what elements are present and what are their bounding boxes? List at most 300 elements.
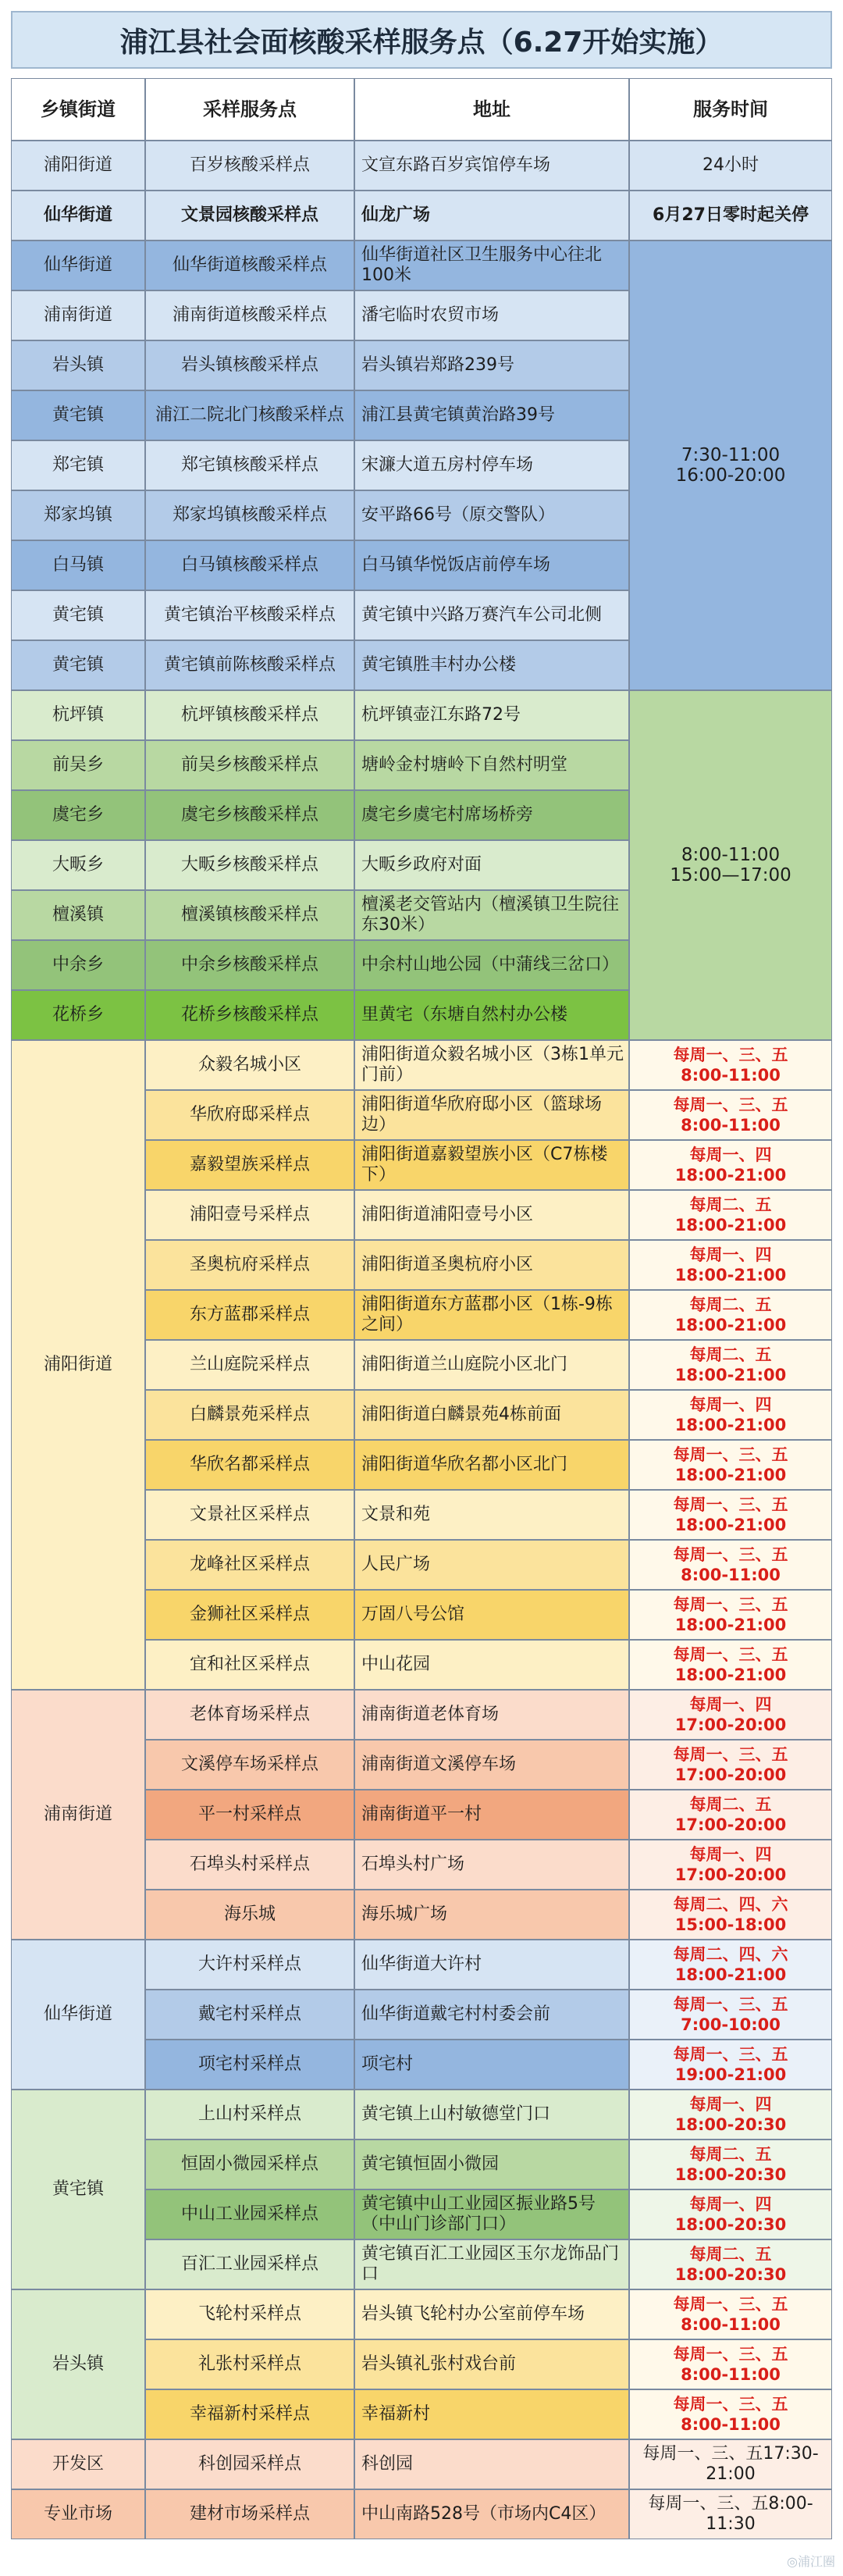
service-time-cell — [629, 1840, 832, 1890]
header-point — [145, 78, 354, 141]
sampling-point-cell — [145, 2389, 354, 2439]
town-label: 岩头镇 — [52, 355, 104, 375]
address-text: 黄宅镇胜丰村办公楼 — [361, 655, 517, 675]
service-time-cell — [629, 1590, 832, 1640]
town-cell — [11, 141, 145, 191]
address-cell — [354, 840, 629, 890]
service-time-text: 每周二、五 17:00-20:00 — [674, 1795, 787, 1834]
town-label: 杭坪镇 — [52, 705, 104, 725]
town-label: 郑宅镇 — [52, 455, 104, 475]
town-cell — [11, 640, 145, 690]
sampling-point-name: 文景园核酸采样点 — [180, 205, 318, 225]
town-label: 仙华街道 — [43, 205, 112, 225]
sampling-point-cell — [145, 1240, 354, 1290]
town-cell — [11, 490, 145, 540]
address-text: 里黄宅（东塘自然村办公楼 — [361, 1005, 568, 1024]
sampling-point-cell — [145, 940, 354, 990]
town-label: 郑家坞镇 — [43, 505, 112, 525]
sampling-point-name: 上山村采样点 — [197, 2104, 301, 2124]
address-cell — [354, 1790, 629, 1840]
address-cell — [354, 1290, 629, 1340]
address-cell — [354, 390, 629, 440]
sampling-point-name: 中余乡核酸采样点 — [180, 955, 318, 974]
town-group-cell — [11, 2090, 145, 2289]
service-time-cell — [629, 1440, 832, 1490]
town-label: 浦阳街道 — [43, 155, 112, 175]
sampling-point-name: 嘉毅望族采样点 — [189, 1155, 310, 1174]
town-group-label: 岩头镇 — [52, 2354, 104, 2374]
sampling-point-name: 兰山庭院采样点 — [189, 1355, 310, 1374]
town-cell — [11, 990, 145, 1040]
address-text: 文宣东路百岁宾馆停车场 — [361, 155, 551, 175]
address-cell — [354, 1690, 629, 1740]
address-cell — [354, 2140, 629, 2189]
sampling-point-name: 圣奥杭府采样点 — [189, 1255, 310, 1274]
address-text: 项宅村 — [361, 2054, 414, 2074]
address-text: 安平路66号（原交警队） — [361, 505, 555, 525]
sampling-point-cell — [145, 1090, 354, 1140]
address-text: 岩头镇岩郑路239号 — [361, 355, 514, 375]
service-time-text: 每周二、五 18:00-21:00 — [674, 1295, 787, 1334]
town-cell — [11, 590, 145, 640]
sampling-point-cell — [145, 1990, 354, 2040]
address-cell — [354, 2289, 629, 2339]
header-time-label: 服务时间 — [693, 98, 768, 120]
service-time-cell — [629, 1190, 832, 1240]
service-time-text: 每周一、四 18:00-21:00 — [674, 1245, 787, 1284]
service-time-group-cell — [629, 690, 832, 1040]
service-time-cell — [629, 1340, 832, 1390]
town-group-cell — [11, 1040, 145, 1690]
address-cell — [354, 1490, 629, 1540]
service-time-group-cell — [629, 240, 832, 690]
address-text: 中余村山地公园（中蒲线三岔口） — [361, 955, 620, 974]
address-text: 浦江县黄宅镇黄治路39号 — [361, 405, 555, 425]
town-cell — [11, 690, 145, 740]
town-group-cell — [11, 1690, 145, 1940]
address-text: 檀溪老交管站内（檀溪镇卫生院往东30米） — [361, 895, 620, 935]
sampling-point-name: 众毅名城小区 — [197, 1055, 301, 1074]
town-cell — [11, 940, 145, 990]
sampling-point-name: 百岁核酸采样点 — [189, 155, 310, 175]
sampling-point-name: 戴宅村采样点 — [197, 2004, 301, 2024]
address-text: 浦阳街道嘉毅望族小区（C7栋楼下） — [361, 1145, 608, 1185]
service-time-text: 每周一、三、五 18:00-21:00 — [673, 1495, 788, 1534]
address-cell — [354, 2239, 629, 2289]
service-time-text: 每周一、三、五8:00-11:30 — [648, 2494, 813, 2534]
sampling-point-cell — [145, 740, 354, 790]
header-town-label: 乡镇街道 — [41, 98, 116, 120]
address-cell — [354, 2339, 629, 2389]
address-text: 浦南街道平一村 — [361, 1805, 482, 1824]
address-text: 浦阳街道华欣名都小区北门 — [361, 1455, 568, 1474]
service-time-cell — [629, 1790, 832, 1840]
sampling-point-cell — [145, 590, 354, 640]
address-text: 杭坪镇壶江东路72号 — [361, 705, 521, 725]
service-time-text: 每周一、四 18:00-20:30 — [674, 2195, 787, 2234]
address-cell — [354, 1740, 629, 1790]
address-cell — [354, 990, 629, 1040]
address-cell — [354, 1840, 629, 1890]
sampling-point-name: 花桥乡核酸采样点 — [180, 1005, 318, 1024]
address-text: 浦阳街道兰山庭院小区北门 — [361, 1355, 568, 1374]
town-label: 开发区 — [52, 2454, 104, 2474]
sampling-point-cell — [145, 290, 354, 340]
service-time-cell — [629, 2339, 832, 2389]
address-cell — [354, 1040, 629, 1090]
sampling-point-name: 浦江二院北门核酸采样点 — [155, 405, 344, 425]
address-cell — [354, 240, 629, 290]
town-label: 仙华街道 — [43, 255, 112, 275]
service-time-text: 每周一、四 17:00-20:00 — [674, 1845, 787, 1884]
town-cell — [11, 440, 145, 490]
address-text: 浦阳街道东方蓝郡小区（1栋-9栋之间） — [361, 1295, 613, 1334]
address-text: 仙华街道社区卫生服务中心往北100米 — [361, 245, 603, 285]
sampling-point-cell — [145, 2090, 354, 2140]
sampling-point-cell — [145, 690, 354, 740]
service-time-text: 6月27日零时起关停 — [653, 205, 809, 225]
sampling-point-cell — [145, 340, 354, 390]
header-town — [11, 78, 145, 141]
sampling-point-name: 白麟景苑采样点 — [189, 1405, 310, 1424]
address-text: 黄宅镇中兴路万赛汽车公司北侧 — [361, 605, 603, 625]
service-time-text: 每周一、四 18:00-21:00 — [674, 1395, 787, 1434]
sampling-point-name: 郑家坞镇核酸采样点 — [172, 505, 327, 525]
sampling-point-name: 华欣府邸采样点 — [189, 1105, 310, 1124]
address-text: 浦阳街道圣奥杭府小区 — [361, 1255, 534, 1274]
service-time-cell — [629, 1640, 832, 1690]
service-time-text: 每周一、三、五 19:00-21:00 — [673, 2045, 788, 2084]
sampling-point-cell — [145, 1640, 354, 1690]
sampling-point-cell — [145, 1140, 354, 1190]
address-cell — [354, 2389, 629, 2439]
service-time-text: 每周一、三、五 18:00-21:00 — [673, 1645, 788, 1684]
town-cell — [11, 2439, 145, 2489]
address-text: 万固八号公馆 — [361, 1605, 465, 1624]
address-cell — [354, 2439, 629, 2489]
sampling-point-cell — [145, 790, 354, 840]
service-time-cell — [629, 1090, 832, 1140]
sampling-point-cell — [145, 890, 354, 940]
address-text: 仙龙广场 — [361, 205, 431, 225]
service-time-text: 每周一、三、五 17:00-20:00 — [673, 1745, 788, 1784]
sampling-point-cell — [145, 240, 354, 290]
address-text: 浦南街道文溪停车场 — [361, 1755, 517, 1774]
town-label: 檀溪镇 — [52, 905, 104, 925]
sampling-point-cell — [145, 2040, 354, 2090]
sampling-point-name: 礼张村采样点 — [197, 2354, 301, 2374]
sampling-point-name: 郑宅镇核酸采样点 — [180, 455, 318, 475]
address-cell — [354, 290, 629, 340]
sampling-point-name: 华欣名都采样点 — [189, 1455, 310, 1474]
address-cell — [354, 1090, 629, 1140]
address-text: 宋濂大道五房村停车场 — [361, 455, 534, 475]
sampling-point-cell — [145, 191, 354, 240]
address-cell — [354, 1390, 629, 1440]
town-group-label: 黄宅镇 — [52, 2179, 104, 2199]
address-cell — [354, 2040, 629, 2090]
address-cell — [354, 1340, 629, 1390]
service-time-text: 每周一、三、五 8:00-11:00 — [673, 1545, 788, 1584]
sampling-point-cell — [145, 1790, 354, 1840]
sampling-point-name: 大畈乡核酸采样点 — [180, 855, 318, 875]
address-cell — [354, 1440, 629, 1490]
sampling-point-cell — [145, 1590, 354, 1640]
town-label: 专业市场 — [43, 2504, 112, 2524]
sampling-point-cell — [145, 2489, 354, 2539]
service-time-text: 每周一、四 18:00-21:00 — [674, 1145, 787, 1185]
town-cell — [11, 191, 145, 240]
service-time-text: 24小时 — [702, 155, 759, 175]
sampling-point-cell — [145, 2289, 354, 2339]
service-time-cell — [629, 1490, 832, 1540]
sampling-point-name: 檀溪镇核酸采样点 — [180, 905, 318, 925]
town-group-label: 浦南街道 — [43, 1805, 112, 1824]
address-text: 科创园 — [361, 2454, 414, 2474]
service-time-cell — [629, 1290, 832, 1340]
address-cell — [354, 1940, 629, 1990]
service-time-text: 每周一、三、五 18:00-21:00 — [673, 1445, 788, 1484]
service-time-cell — [629, 1690, 832, 1740]
sampling-point-name: 平一村采样点 — [197, 1805, 301, 1824]
sampling-point-cell — [145, 2189, 354, 2239]
address-text: 仙华街道戴宅村村委会前 — [361, 2004, 551, 2024]
sampling-point-name: 东方蓝郡采样点 — [189, 1305, 310, 1324]
service-time-cell — [629, 2289, 832, 2339]
address-text: 黄宅镇中山工业园区振业路5号（中山门诊部门口） — [361, 2194, 596, 2234]
service-time-cell — [629, 2489, 832, 2539]
service-time-text: 每周一、三、五17:30-21:00 — [642, 2444, 819, 2484]
town-cell — [11, 290, 145, 340]
sampling-point-cell — [145, 1390, 354, 1440]
sampling-point-cell — [145, 990, 354, 1040]
sampling-point-cell — [145, 1440, 354, 1490]
sampling-point-name: 杭坪镇核酸采样点 — [180, 705, 318, 725]
address-text: 黄宅镇百汇工业园区玉尔龙饰品门口 — [361, 2244, 620, 2284]
sampling-point-cell — [145, 2140, 354, 2189]
address-cell — [354, 191, 629, 240]
address-cell — [354, 940, 629, 990]
service-time-text: 每周一、三、五 8:00-11:00 — [673, 2345, 788, 2384]
service-time-text: 每周二、四、六 15:00-18:00 — [673, 1895, 788, 1934]
address-text: 浦阳街道白麟景苑4栋前面 — [361, 1405, 561, 1424]
sampling-point-name: 浦阳壹号采样点 — [189, 1205, 310, 1224]
address-text: 仙华街道大许村 — [361, 1954, 482, 1974]
address-cell — [354, 590, 629, 640]
address-text: 文景和苑 — [361, 1505, 431, 1524]
service-time-cell — [629, 1940, 832, 1990]
town-cell — [11, 2489, 145, 2539]
sampling-point-cell — [145, 1690, 354, 1740]
service-time-text: 每周二、五 18:00-21:00 — [674, 1345, 787, 1384]
address-cell — [354, 1190, 629, 1240]
service-time-group-text: 7:30-11:00 16:00-20:00 — [675, 445, 786, 486]
sampling-point-cell — [145, 2439, 354, 2489]
town-label: 白马镇 — [52, 555, 104, 575]
sampling-point-cell — [145, 1190, 354, 1240]
town-label: 浦南街道 — [43, 305, 112, 325]
service-time-cell — [629, 191, 832, 240]
town-label: 花桥乡 — [52, 1005, 104, 1024]
sampling-point-cell — [145, 1840, 354, 1890]
sampling-point-cell — [145, 2239, 354, 2289]
address-text: 岩头镇飞轮村办公室前停车场 — [361, 2304, 585, 2324]
sampling-point-cell — [145, 490, 354, 540]
sampling-point-cell — [145, 840, 354, 890]
town-cell — [11, 890, 145, 940]
address-cell — [354, 1140, 629, 1190]
address-cell — [354, 1990, 629, 2040]
town-cell — [11, 790, 145, 840]
sampling-point-cell — [145, 1740, 354, 1790]
sampling-point-cell — [145, 2339, 354, 2389]
address-cell — [354, 1590, 629, 1640]
town-cell — [11, 240, 145, 290]
sampling-point-name: 科创园采样点 — [197, 2454, 301, 2474]
address-cell — [354, 540, 629, 590]
sampling-point-name: 虞宅乡核酸采样点 — [180, 805, 318, 825]
sampling-point-name: 黄宅镇前陈核酸采样点 — [163, 655, 336, 675]
sampling-point-name: 石埠头村采样点 — [189, 1855, 310, 1874]
town-label: 大畈乡 — [52, 855, 104, 875]
town-cell — [11, 840, 145, 890]
service-time-text: 每周一、四 18:00-20:30 — [674, 2095, 787, 2134]
sampling-point-name: 老体育场采样点 — [189, 1705, 310, 1724]
address-text: 浦阳街道众毅名城小区（3栋1单元门前） — [361, 1045, 624, 1085]
service-time-cell — [629, 141, 832, 191]
town-cell — [11, 340, 145, 390]
sampling-point-name: 海乐城 — [223, 1904, 276, 1924]
address-cell — [354, 640, 629, 690]
sampling-point-name: 浦南街道核酸采样点 — [172, 305, 327, 325]
service-time-text: 每周一、三、五 8:00-11:00 — [673, 2295, 788, 2334]
sampling-point-cell — [145, 1540, 354, 1590]
address-text: 人民广场 — [361, 1555, 431, 1574]
town-cell — [11, 390, 145, 440]
address-text: 大畈乡政府对面 — [361, 855, 482, 875]
address-cell — [354, 890, 629, 940]
address-text: 浦阳街道华欣府邸小区（篮球场边） — [361, 1095, 603, 1135]
sampling-point-name: 百汇工业园采样点 — [180, 2254, 318, 2274]
address-cell — [354, 2489, 629, 2539]
sampling-point-name: 中山工业园采样点 — [180, 2204, 318, 2224]
watermark: ◎浦江圈 — [787, 2554, 835, 2569]
header-point-label: 采样服务点 — [203, 98, 297, 120]
sampling-point-name: 飞轮村采样点 — [197, 2304, 301, 2324]
service-time-text: 每周一、三、五 18:00-21:00 — [673, 1595, 788, 1634]
sampling-point-cell — [145, 390, 354, 440]
address-text: 白马镇华悦饭店前停车场 — [361, 555, 551, 575]
address-text: 浦阳街道浦阳壹号小区 — [361, 1205, 534, 1224]
service-time-cell — [629, 2090, 832, 2140]
header-address-label: 地址 — [473, 98, 510, 120]
address-cell — [354, 740, 629, 790]
address-text: 岩头镇礼张村戏台前 — [361, 2354, 517, 2374]
sampling-point-name: 恒固小微园采样点 — [180, 2154, 318, 2174]
service-time-cell — [629, 1140, 832, 1190]
address-cell — [354, 2189, 629, 2239]
address-cell — [354, 1640, 629, 1690]
sampling-point-cell — [145, 1040, 354, 1090]
service-time-text: 每周一、三、五 8:00-11:00 — [673, 1046, 788, 1085]
service-time-text: 每周二、五 18:00-21:00 — [674, 1195, 787, 1235]
sampling-point-cell — [145, 440, 354, 490]
address-cell — [354, 1890, 629, 1940]
town-label: 中余乡 — [52, 955, 104, 974]
service-time-text: 每周一、四 17:00-20:00 — [674, 1695, 787, 1734]
sampling-point-name: 前吴乡核酸采样点 — [180, 755, 318, 775]
service-time-text: 每周二、五 18:00-20:30 — [674, 2145, 787, 2184]
service-time-text: 每周一、三、五 7:00-10:00 — [673, 1995, 788, 2034]
header-address — [354, 78, 629, 141]
address-text: 幸福新村 — [361, 2404, 431, 2424]
town-cell — [11, 740, 145, 790]
address-cell — [354, 440, 629, 490]
address-cell — [354, 1540, 629, 1590]
service-time-cell — [629, 2439, 832, 2489]
sampling-point-name: 龙峰社区采样点 — [189, 1555, 310, 1574]
town-group-cell — [11, 1940, 145, 2090]
town-group-label: 浦阳街道 — [43, 1355, 112, 1374]
sampling-point-cell — [145, 1940, 354, 1990]
sampling-point-name: 宜和社区采样点 — [189, 1655, 310, 1674]
address-text: 海乐城广场 — [361, 1904, 448, 1924]
service-time-cell — [629, 2239, 832, 2289]
service-time-cell — [629, 1540, 832, 1590]
sampling-point-name: 项宅村采样点 — [197, 2054, 301, 2074]
service-time-text: 每周一、三、五 8:00-11:00 — [673, 1096, 788, 1135]
sampling-point-cell — [145, 1340, 354, 1390]
address-text: 浦南街道老体育场 — [361, 1705, 500, 1724]
sampling-point-name: 仙华街道核酸采样点 — [172, 255, 327, 275]
sampling-point-cell — [145, 1290, 354, 1340]
service-time-cell — [629, 1040, 832, 1090]
sampling-point-name: 文景社区采样点 — [189, 1505, 310, 1524]
service-time-cell — [629, 2389, 832, 2439]
sampling-point-name: 金狮社区采样点 — [189, 1605, 310, 1624]
service-time-cell — [629, 2140, 832, 2189]
sampling-point-name: 大许村采样点 — [197, 1954, 301, 1974]
service-time-cell — [629, 1390, 832, 1440]
service-time-text: 每周一、三、五 8:00-11:00 — [673, 2395, 788, 2434]
sampling-point-cell — [145, 141, 354, 191]
sampling-point-name: 建材市场采样点 — [189, 2504, 310, 2524]
town-label: 虞宅乡 — [52, 805, 104, 825]
address-text: 黄宅镇恒固小微园 — [361, 2154, 500, 2174]
address-cell — [354, 790, 629, 840]
sampling-point-name: 岩头镇核酸采样点 — [180, 355, 318, 375]
address-text: 中山花园 — [361, 1655, 431, 1674]
town-group-label: 仙华街道 — [43, 2004, 112, 2024]
service-time-text: 每周二、四、六 18:00-21:00 — [673, 1945, 788, 1984]
address-text: 中山南路528号（市场内C4区） — [361, 2504, 606, 2524]
service-time-group-text: 8:00-11:00 15:00—17:00 — [670, 845, 791, 885]
town-group-cell — [11, 2289, 145, 2439]
address-cell — [354, 690, 629, 740]
service-time-text: 每周二、五 18:00-20:30 — [674, 2245, 787, 2284]
sampling-point-cell — [145, 1490, 354, 1540]
address-text: 黄宅镇上山村敏德堂门口 — [361, 2104, 551, 2124]
sampling-point-name: 幸福新村采样点 — [189, 2404, 310, 2424]
sampling-point-name: 黄宅镇治平核酸采样点 — [163, 605, 336, 625]
address-text: 潘宅临时农贸市场 — [361, 305, 500, 325]
town-label: 黄宅镇 — [52, 605, 104, 625]
sampling-point-cell — [145, 540, 354, 590]
address-text: 虞宅乡虞宅村席场桥旁 — [361, 805, 534, 825]
address-cell — [354, 490, 629, 540]
address-cell — [354, 2090, 629, 2140]
service-time-cell — [629, 1240, 832, 1290]
